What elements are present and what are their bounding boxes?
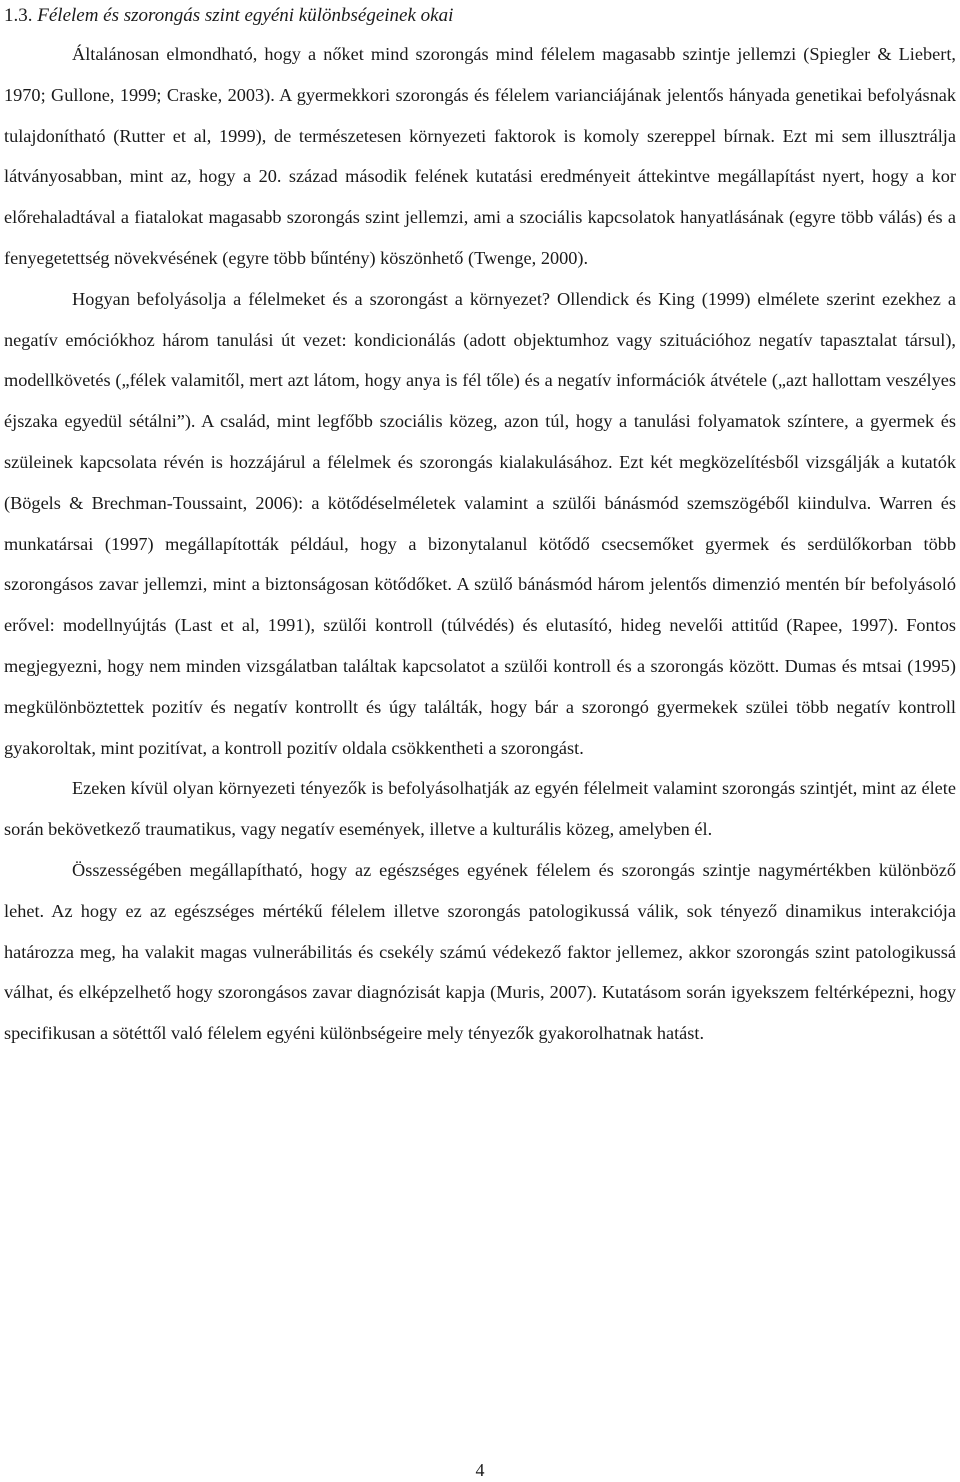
paragraph-summary: Összességében megállapítható, hogy az egészséges egyének félelem és szorongás szintje nagymértékben különböző lehet. Az hogy ez az egészséges mértékű félelem illetve szorongás patologikussá válik, sok tényező dinamikus interakciója határozza meg, ha valakit magas vulnerábilitás és csekély számú védekező faktor jellemez, akkor szorongás szint patologikussá válhat, és elképzelhető hogy szorongásos zavar diagnózisát kapja (Muris, 2007). Kutatásom során igyekszem feltérképezni, hogy specifikusan a sötéttől való félelem egyéni különbségeire mely tényezők gyakorolhatnak hatást. bbox=[4, 859, 956, 1044]
section-number: 1.3. bbox=[4, 5, 33, 26]
section-title: Félelem és szorongás szint egyéni különbségeinek okai bbox=[37, 5, 454, 26]
paragraph-traumatic-events: Ezeken kívül olyan környezeti tényezők is befolyásolhatják az egyén félelmeit valamint szorongás szintjét, mint az élete során bekövetkező traumatikus, vagy negatív események, illetve a kulturális közeg, amelyben él. bbox=[4, 778, 956, 840]
paragraph-environment-learning: Hogyan befolyásolja a félelmeket és a szorongást a környezet? Ollendick és King (1999) elmélete szerint ezekhez a negatív emóciókhoz három tanulási út vezet: kondicionálás (adott objektumhoz vagy szituációhoz negatív tapasztalat társul), modellkövetés („félek valamitől, mert azt látom, hogy anya is fél tőle) és a negatív információk átvétele („azt hallottam veszélyes éjszaka egyedül sétálni”). A család, mint legfőbb szociális közeg, azon túl, hogy a tanulási folyamatok színtere, a gyermek és szüleinek kapcsolata révén is hozzájárul a félelmek és szorongás kialakulásához. Ezt két megközelítésből vizsgálják a kutatók (Bögels & Brechman-Toussaint, 2006): a kötődéselméletek valamint a szülői bánásmód szemszögéből kiindulva. Warren és munkatársai (1997) megállapították például, hogy a bizonytalanul kötődő csecsemőket gyermek és serdülőkorban több szorongásos zavar jellemzi, mint a biztonságosan kötődőket. A szülő bánásmód három jelentős dimenzió mentén bír befolyásoló erővel: modellnyújtás (Last et al, 1991), szülői kontroll (túlvédés) és elutasító, hideg nevelői attitűd (Rapee, 1997). Fontos megjegyezni, hogy nem minden vizsgálatban találtak kapcsolatot a szülői kontroll és a szorongás között. Dumas és mtsai (1995) megkülönböztettek pozitív és negatív kontrollt és úgy találták, hogy bár a szorongó gyermekek szülei több negatív kontroll gyakoroltak, mint pozitívat, a kontroll pozitív oldala csökkentheti a szorongást. bbox=[4, 288, 956, 758]
paragraph-gender-genetics: Általánosan elmondható, hogy a nőket mind szorongás mind félelem magasabb szintje jellemzi (Spiegler & Liebert, 1970; Gullone, 1999; Craske, 2003). A gyermekkori szorongás és félelem varianciájának jelentős hányada genetikai befolyásnak tulajdonítható (Rutter et al, 1999), de természetesen környezeti faktorok is komoly szereppel bírnak. Ezt mi sem illusztrálja látványosabban, mint az, hogy a 20. század második felének kutatási eredményeit áttekintve megállapítást nyert, hogy a kor előrehaladtával a fiatalokat magasabb szorongás szint jellemzi, ami a szociális kapcsolatok hanyatlásának (egyre több válás) és a fenyegetettség növekvésének (egyre több bűntény) köszönhető (Twenge, 2000). bbox=[4, 44, 956, 268]
page-number: 4 bbox=[475, 1460, 485, 1480]
section-heading bbox=[4, 2, 453, 30]
body-text bbox=[4, 34, 956, 1054]
